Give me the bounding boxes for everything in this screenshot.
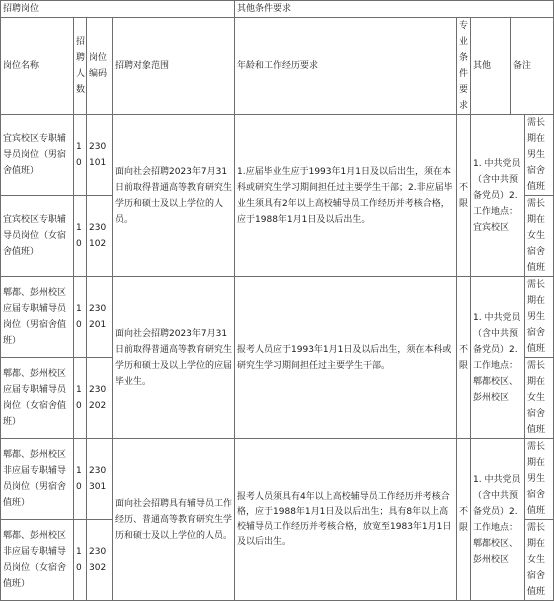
note-cell: 需长期在女生宿舍值班 — [525, 358, 554, 439]
post-name-cell: 郫都、彭州校区非应届专职辅导员岗位（男宿舍值班） — [1, 439, 74, 520]
scope-cell: 面向社会招聘2023年7月31日前取得普通高等教育研究生学历和硕士及以上学位的应届毕业生。 — [113, 277, 235, 439]
count-cell: 10 — [74, 277, 87, 358]
count-cell: 10 — [74, 196, 87, 277]
count-header: 招聘人数 — [74, 18, 87, 115]
count-cell: 10 — [74, 520, 87, 601]
note-cell: 需长期在男生宿舍值班 — [525, 277, 554, 358]
post-name-cell: 宜宾校区专职辅导员岗位（男宿舍值班） — [1, 115, 74, 196]
note-cell: 需长期在女生宿舍值班 — [525, 520, 554, 601]
group-post-header: 招聘岗位 — [1, 1, 235, 18]
table-row — [1, 115, 554, 196]
code-header: 岗位编码 — [87, 18, 113, 115]
major-header: 专业条件要求 — [457, 18, 471, 115]
post-name-cell: 郫都、彭州校区应届专职辅导员岗位（女宿舍值班） — [1, 358, 74, 439]
post-name-cell: 郫都、彭州校区非应届专职辅导员岗位（女宿舍值班） — [1, 520, 74, 601]
age-exp-cell: 报考人员应于1993年1月1日及以后出生，须在本科或研究生学习期间担任过主要学生干部。 — [235, 277, 457, 439]
note-cell: 需长期在男生宿舍值班 — [525, 439, 554, 520]
age-exp-cell: 1.应届毕业生应于1993年1月1日及以后出生，须在本科或研究生学习期间担任过主要学生干部；2.非应届毕业生须具有2年以上高校辅导员工作经历并考核合格，应于1988年1月1日及以后出生。 — [235, 115, 457, 277]
major-cell: 不限 — [457, 439, 471, 601]
code-cell: 230301 — [87, 439, 113, 520]
other-cell: 1. 中共党员（含中共预备党员）2. 工作地点：郫都校区、彭州校区 — [471, 439, 525, 601]
column-header-row — [1, 18, 554, 115]
other-header: 其他 — [471, 18, 511, 115]
code-cell: 230302 — [87, 520, 113, 601]
age-exp-header: 年龄和工作经历要求 — [235, 18, 457, 115]
scope-header: 招聘对象范围 — [113, 18, 235, 115]
table-row — [1, 277, 554, 358]
note-cell: 需长期在男生宿舍值班 — [525, 115, 554, 196]
note-cell: 需长期在女生宿舍值班 — [525, 196, 554, 277]
major-cell: 不限 — [457, 115, 471, 277]
scope-cell: 面向社会招聘2023年7月31日前取得普通高等教育研究生学历和硕士及以上学位的人员。 — [113, 115, 235, 277]
post-name-header: 岗位名称 — [1, 18, 74, 115]
table-row — [1, 439, 554, 520]
group-conditions-header: 其他条件要求 — [235, 1, 554, 18]
count-cell: 10 — [74, 358, 87, 439]
code-cell: 230201 — [87, 277, 113, 358]
age-exp-cell: 报考人员须具有4年以上高校辅导员工作经历并考核合格，应于1988年1月1日及以后出生；具有8年以上高校辅导员工作经历并考核合格，放宽至1983年1月1日及以后出生。 — [235, 439, 457, 601]
note-header: 备注 — [511, 18, 554, 115]
count-cell: 10 — [74, 115, 87, 196]
other-cell: 1. 中共党员（含中共预备党员）2. 工作地点：宜宾校区 — [471, 115, 525, 277]
group-header-row — [1, 1, 554, 18]
code-cell: 230202 — [87, 358, 113, 439]
scope-cell: 面向社会招聘具有辅导员工作经历、普通高等教育研究生学历和硕士及以上学位的人员。 — [113, 439, 235, 601]
code-cell: 230102 — [87, 196, 113, 277]
post-name-cell: 郫都、彭州校区应届专职辅导员岗位（男宿舍值班） — [1, 277, 74, 358]
major-cell: 不限 — [457, 277, 471, 439]
count-cell: 10 — [74, 439, 87, 520]
post-name-cell: 宜宾校区专职辅导员岗位（女宿舍值班） — [1, 196, 74, 277]
code-cell: 230101 — [87, 115, 113, 196]
other-cell: 1. 中共党员（含中共预备党员）2. 工作地点：郫都校区、彭州校区 — [471, 277, 525, 439]
